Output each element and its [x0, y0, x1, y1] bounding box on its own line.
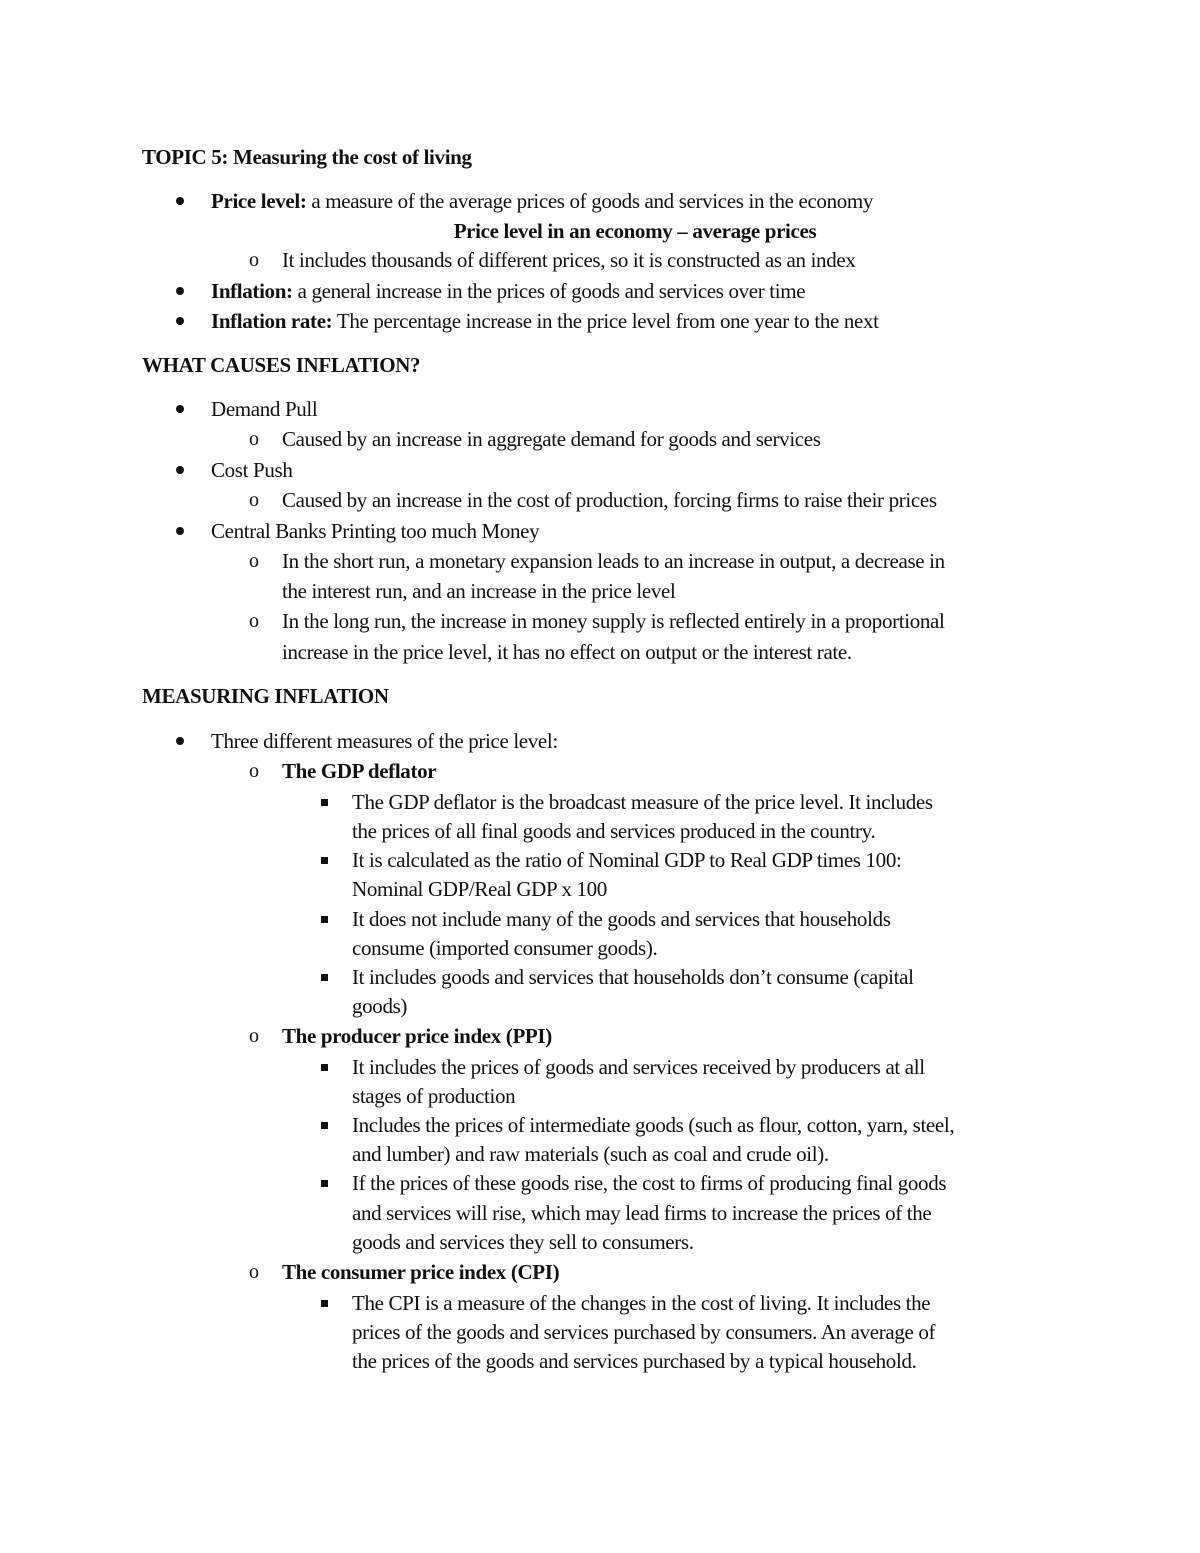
gdp-point-4-line2: goods): [352, 994, 408, 1018]
sub-bullet-marker: o: [249, 550, 259, 572]
gdp-point-3-line2: consume (imported consumer goods).: [352, 936, 658, 960]
ppi-point-1-line1: It includes the prices of goods and services received by producers at all: [352, 1055, 925, 1079]
cpi-point-1-line3: the prices of the goods and services purchased by a typical household.: [352, 1349, 917, 1373]
cpi-point-1-line2: prices of the goods and services purchased by consumers. An average of: [352, 1320, 936, 1344]
cpi-point-1-line1: The CPI is a measure of the changes in the cost of living. It includes the: [352, 1291, 931, 1315]
square-bullet-icon: [319, 1168, 331, 1198]
list-item-cost-push: Cost Push: [211, 458, 293, 482]
list-item-demand-pull: Demand Pull: [211, 397, 318, 421]
page-title: TOPIC 5: Measuring the cost of living: [142, 145, 472, 169]
subheading-gdp-deflator: The GDP deflator: [282, 759, 437, 783]
sub-item-cost-push: Caused by an increase in the cost of production, forcing firms to raise their prices: [282, 488, 937, 512]
sub-bullet-marker: o: [249, 489, 259, 511]
ppi-point-2-line2: and lumber) and raw materials (such as coal and crude oil).: [352, 1142, 829, 1166]
definition-price-level: a measure of the average prices of goods and services in the economy: [306, 189, 874, 213]
term-price-level: Price level:: [211, 189, 307, 213]
square-bullet-icon: [319, 845, 331, 875]
gdp-point-1-line1: The GDP deflator is the broadcast measure of the price level. It includes: [352, 790, 933, 814]
sub-item-short-run-line1: In the short run, a monetary expansion leads to an increase in output, a decrease in: [282, 549, 945, 573]
list-item-central-banks: Central Banks Printing too much Money: [211, 519, 540, 543]
sub-bullet-marker: o: [249, 249, 259, 271]
section-heading-causes: WHAT CAUSES INFLATION?: [142, 353, 421, 377]
subheading-cpi: The consumer price index (CPI): [282, 1260, 560, 1284]
list-item-three-measures: Three different measures of the price level:: [211, 729, 558, 753]
list-item-inflation-rate: [211, 306, 879, 336]
bullet-icon: [173, 306, 187, 336]
term-inflation-rate: Inflation rate:: [211, 309, 333, 333]
bullet-icon: [173, 516, 187, 546]
ppi-point-1-line2: stages of production: [352, 1084, 516, 1108]
square-bullet-icon: [319, 904, 331, 934]
gdp-point-2-line2: Nominal GDP/Real GDP x 100: [352, 877, 607, 901]
bullet-icon: [173, 276, 187, 306]
bullet-icon: [173, 455, 187, 485]
sub-bullet-marker: o: [249, 428, 259, 450]
sub-bullet-marker: o: [249, 760, 259, 782]
list-item-price-level: [211, 186, 873, 216]
gdp-point-4-line1: It includes goods and services that households don’t consume (capital: [352, 965, 914, 989]
bullet-icon: [173, 394, 187, 424]
definition-inflation-rate: The percentage increase in the price level from one year to the next: [332, 309, 879, 333]
square-bullet-icon: [319, 962, 331, 992]
square-bullet-icon: [319, 787, 331, 817]
term-inflation: Inflation:: [211, 279, 293, 303]
section-heading-measuring: MEASURING INFLATION: [142, 684, 389, 708]
square-bullet-icon: [319, 1052, 331, 1082]
definition-inflation: a general increase in the prices of goods and services over time: [292, 279, 806, 303]
subheading-ppi: The producer price index (PPI): [282, 1024, 552, 1048]
ppi-point-2-line1: Includes the prices of intermediate goods (such as flour, cotton, yarn, steel,: [352, 1113, 955, 1137]
bullet-icon: [173, 186, 187, 216]
ppi-point-3-line3: goods and services they sell to consumers.: [352, 1230, 694, 1254]
sub-bullet-marker: o: [249, 1261, 259, 1283]
sub-bullet-marker: o: [249, 1025, 259, 1047]
sub-item-demand-pull: Caused by an increase in aggregate demand for goods and services: [282, 427, 821, 451]
sub-bullet-marker: o: [249, 610, 259, 632]
bullet-icon: [173, 726, 187, 756]
square-bullet-icon: [319, 1110, 331, 1140]
gdp-point-2-line1: It is calculated as the ratio of Nominal GDP to Real GDP times 100:: [352, 848, 902, 872]
sub-item-long-run-line1: In the long run, the increase in money supply is reflected entirely in a proportional: [282, 609, 945, 633]
sub-item-long-run-line2: increase in the price level, it has no effect on output or the interest rate.: [282, 640, 852, 664]
ppi-point-3-line2: and services will rise, which may lead firms to increase the prices of the: [352, 1201, 932, 1225]
sub-item-short-run-line2: the interest run, and an increase in the price level: [282, 579, 676, 603]
list-item-inflation: [211, 276, 805, 306]
ppi-point-3-line1: If the prices of these goods rise, the cost to firms of producing final goods: [352, 1171, 947, 1195]
sub-item-index-note: It includes thousands of different prices, so it is constructed as an index: [282, 248, 856, 272]
square-bullet-icon: [319, 1288, 331, 1318]
gdp-point-1-line2: the prices of all final goods and services produced in the country.: [352, 819, 876, 843]
centered-emphasis: Price level in an economy – average prices: [453, 219, 817, 243]
gdp-point-3-line1: It does not include many of the goods and services that households: [352, 907, 891, 931]
